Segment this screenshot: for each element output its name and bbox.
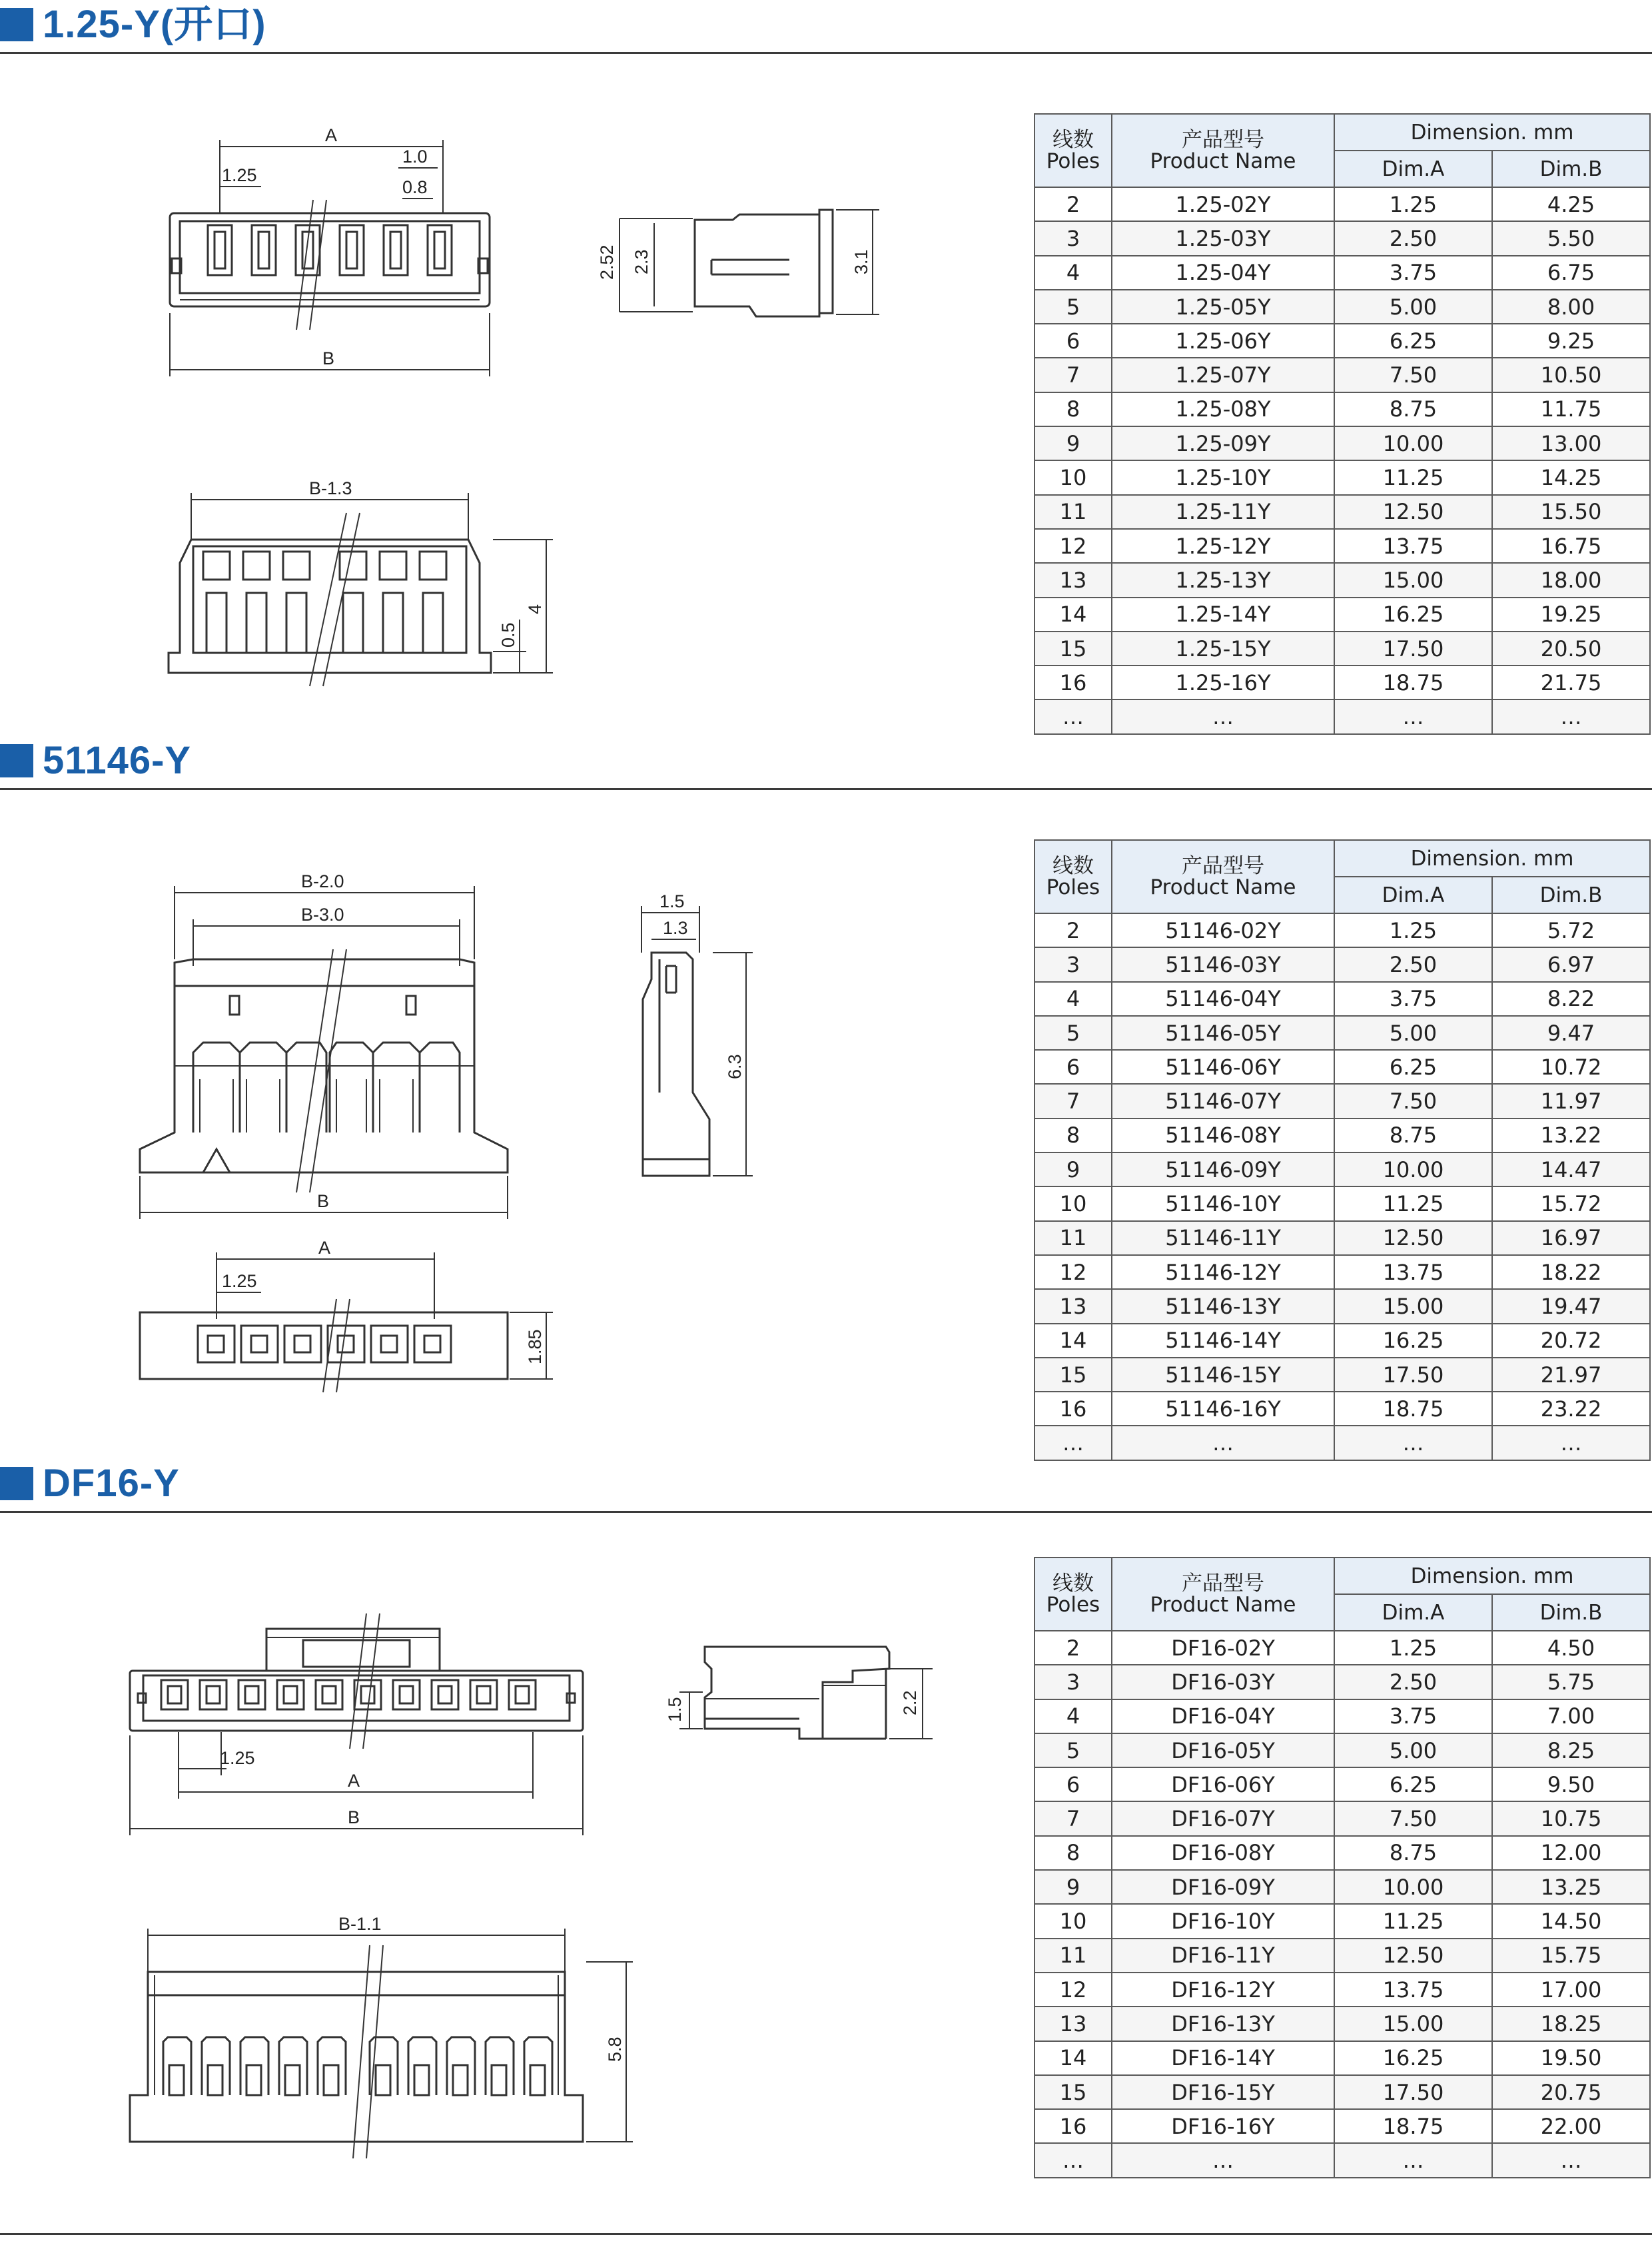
dim-label-pitch: 1.25 [220,1748,255,1768]
page-bottom-rule [0,2233,1652,2235]
table-row: 15 1.25-15Y 17.50 20.50 [1034,632,1650,666]
table-row: … … … … [1034,2143,1650,2177]
dim-label-b3: B-3.0 [301,905,344,925]
table-row: 12 DF16-12Y 13.75 17.00 [1034,1973,1650,2007]
dim-label-h1: 1.5 [665,1697,685,1722]
header-product-name: 产品型号 Product Name [1112,840,1334,913]
table-row: 8 51146-08Y 8.75 13.22 [1034,1119,1650,1152]
header-dim-a: Dim.A [1334,151,1492,187]
dim-label-w2: 0.8 [402,177,428,197]
spec-table-1-25y [1034,113,1651,735]
dim-label-b: B [348,1807,360,1827]
table-row: 13 DF16-13Y 15.00 18.25 [1034,2007,1650,2040]
table-row: 8 DF16-08Y 8.75 12.00 [1034,1836,1650,1870]
dim-label-w2: 1.3 [663,918,688,938]
table-row: 12 1.25-12Y 13.75 16.75 [1034,529,1650,563]
bottom-view [130,1914,633,2158]
bottom-view [169,478,553,686]
section-title: 1.25-Y(开口) [43,3,266,46]
table-row: 15 DF16-15Y 17.50 20.75 [1034,2075,1650,2109]
table-row: 9 51146-09Y 10.00 14.47 [1034,1152,1650,1186]
header-dim-b: Dim.B [1492,1594,1650,1631]
table-row: 10 51146-10Y 11.25 15.72 [1034,1186,1650,1220]
spec-table-51146y [1034,839,1651,1461]
table-row: 5 51146-05Y 5.00 9.47 [1034,1016,1650,1050]
section-marker [0,8,33,41]
dim-label-a: A [325,125,338,145]
dim-label-bm: B-1.3 [309,478,352,498]
front-view [170,125,490,376]
table-row: 11 DF16-11Y 12.50 15.75 [1034,1939,1650,1973]
section-header-3 [0,1459,1652,1512]
header-dim-b: Dim.B [1492,877,1650,913]
table-row: 5 DF16-05Y 5.00 8.25 [1034,1733,1650,1767]
dim-label-pitch: 1.25 [222,1271,257,1291]
header-dimension: Dimension. mm [1334,1558,1650,1594]
table-row: 8 1.25-08Y 8.75 11.75 [1034,392,1650,426]
table-row: 2 DF16-02Y 1.25 4.50 [1034,1631,1650,1665]
header-product-name: 产品型号 Product Name [1112,1558,1334,1631]
table-row: 11 51146-11Y 12.50 16.97 [1034,1221,1650,1255]
table-row: 14 1.25-14Y 16.25 19.25 [1034,598,1650,632]
table-row: 7 1.25-07Y 7.50 10.50 [1034,358,1650,392]
table-row: 10 1.25-10Y 11.25 14.25 [1034,460,1650,494]
table-row: 4 1.25-04Y 3.75 6.75 [1034,256,1650,290]
header-poles: 线数 Poles [1034,840,1112,913]
table-row: 6 DF16-06Y 6.25 9.50 [1034,1767,1650,1801]
header-poles: 线数 Poles [1034,1558,1112,1631]
section-title: 51146-Y [43,739,192,782]
table-row: 14 51146-14Y 16.25 20.72 [1034,1324,1650,1358]
section-marker [0,744,33,777]
section-header-2 [0,736,1652,789]
section-rule [0,52,1652,54]
header-dim-a: Dim.A [1334,1594,1492,1631]
dim-label-h4: 4 [525,604,545,614]
table-row: 13 51146-13Y 15.00 19.47 [1034,1289,1650,1323]
table-row: 5 1.25-05Y 5.00 8.00 [1034,290,1650,324]
table-row: 13 1.25-13Y 15.00 18.00 [1034,563,1650,597]
dim-label-h3: 3.1 [851,249,871,274]
section-rule [0,1511,1652,1513]
side-view [641,891,753,1176]
header-dim-a: Dim.A [1334,877,1492,913]
table-row: 11 1.25-11Y 12.50 15.50 [1034,495,1650,529]
dim-label-a: A [318,1238,331,1258]
table-row: 6 51146-06Y 6.25 10.72 [1034,1050,1650,1084]
table-row: 16 DF16-16Y 18.75 22.00 [1034,2109,1650,2143]
table-row: 6 1.25-06Y 6.25 9.25 [1034,324,1650,358]
table-row: 15 51146-15Y 17.50 21.97 [1034,1358,1650,1392]
section-title: DF16-Y [43,1462,180,1505]
dim-label-b2: B-2.0 [301,871,344,891]
drawing-1-25y [0,100,999,766]
table-row: 3 DF16-03Y 2.50 5.75 [1034,1665,1650,1699]
dim-label-h1: 2.52 [597,244,617,280]
table-row: 16 51146-16Y 18.75 23.22 [1034,1392,1650,1426]
dim-label-h2: 2.2 [900,1690,920,1715]
table-row: 7 51146-07Y 7.50 11.97 [1034,1084,1650,1118]
header-poles: 线数 Poles [1034,114,1112,187]
dim-label-w1: 1.5 [659,891,685,911]
dim-label-a: A [348,1771,360,1791]
dim-label-h3: 5.8 [605,2037,625,2062]
table-row: 3 51146-03Y 2.50 6.97 [1034,947,1650,981]
table-row: 10 DF16-10Y 11.25 14.50 [1034,1904,1650,1938]
side-view [665,1647,933,1739]
dim-label-b: B [322,348,335,368]
table-row: … … … … [1034,1426,1650,1460]
section-marker [0,1467,33,1500]
table-row: 2 51146-02Y 1.25 5.72 [1034,913,1650,947]
header-dimension: Dimension. mm [1334,840,1650,877]
table-row: 16 1.25-16Y 18.75 21.75 [1034,666,1650,699]
dim-label-h5: 0.5 [498,622,518,648]
dim-label-h2: 2.3 [631,249,651,274]
side-view [597,210,879,316]
spec-table-df16y [1034,1557,1651,2178]
drawing-51146y [0,853,999,1519]
dim-label-w1: 1.0 [402,147,428,167]
table-row: 9 1.25-09Y 10.00 13.00 [1034,426,1650,460]
dim-label-bm: B-1.1 [338,1914,382,1934]
table-row: 12 51146-12Y 13.75 18.22 [1034,1255,1650,1289]
header-dimension: Dimension. mm [1334,114,1650,151]
bottom-view [140,1238,553,1392]
drawing-df16y [0,1599,999,2265]
header-product-name: 产品型号 Product Name [1112,114,1334,187]
header-dim-b: Dim.B [1492,151,1650,187]
front-view [130,1613,583,1835]
table-row: 14 DF16-14Y 16.25 19.50 [1034,2041,1650,2075]
front-view [140,871,508,1219]
section-rule [0,788,1652,790]
table-row: 2 1.25-02Y 1.25 4.25 [1034,187,1650,221]
dim-label-pitch: 1.25 [222,165,257,185]
table-row: 9 DF16-09Y 10.00 13.25 [1034,1870,1650,1904]
dim-label-h2: 1.85 [525,1329,545,1364]
table-row: 3 1.25-03Y 2.50 5.50 [1034,221,1650,255]
table-row: … … … … [1034,699,1650,733]
table-row: 4 51146-04Y 3.75 8.22 [1034,982,1650,1016]
table-row: 4 DF16-04Y 3.75 7.00 [1034,1699,1650,1733]
dim-label-h1: 6.3 [725,1054,745,1079]
table-row: 7 DF16-07Y 7.50 10.75 [1034,1801,1650,1835]
dim-label-b: B [317,1191,330,1211]
section-header-1 [0,0,1652,53]
